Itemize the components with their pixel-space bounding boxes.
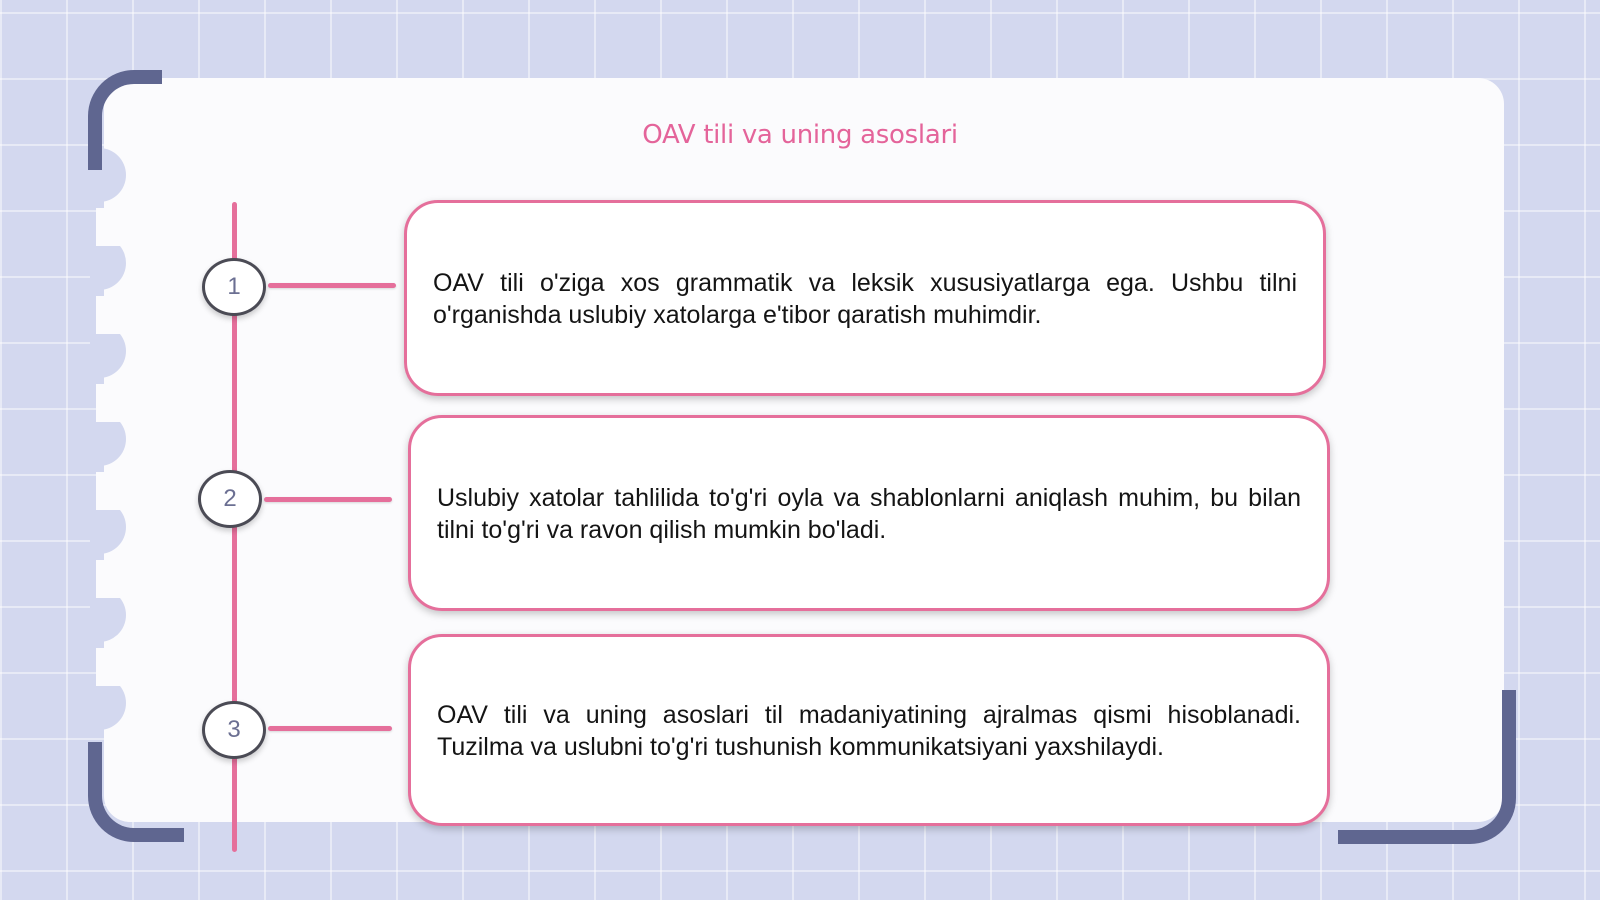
corner-bracket-bottom-left [88, 742, 184, 842]
step-number-circle [202, 701, 266, 759]
step-text: Uslubiy xatolar tahlilida to'g'ri oyla va shablonlarni aniqlash muhim, bu bilan tilni to'g'ri va ravon qilish mumkin bo'ladi. [437, 484, 1301, 544]
slide-title: OAV tili va uning asoslari [642, 120, 958, 150]
step-connector [268, 283, 396, 288]
corner-bracket-top-left [88, 70, 162, 170]
step-connector [264, 497, 392, 502]
corner-bracket-bottom-right [1338, 690, 1516, 844]
step-card [408, 415, 1330, 611]
step-text: OAV tili o'ziga xos grammatik va leksik xususiyatlarga ega. Ushbu tilni o'rganishda uslubiy xatolarga e'tibor qaratish muhimdir. [433, 269, 1297, 329]
step-number: 1 [227, 273, 241, 300]
step-number: 3 [227, 716, 241, 743]
step-number-circle [202, 258, 266, 316]
step-connector [268, 726, 392, 731]
step-number: 2 [223, 485, 237, 512]
step-card [408, 634, 1330, 826]
step-card [404, 200, 1326, 396]
step-number-circle [198, 470, 262, 528]
step-text: OAV tili va uning asoslari til madaniyatining ajralmas qismi hisoblanadi. Tuzilma va uslubni to'g'ri tushunish kommunikatsiyani yaxshilaydi. [437, 701, 1301, 761]
